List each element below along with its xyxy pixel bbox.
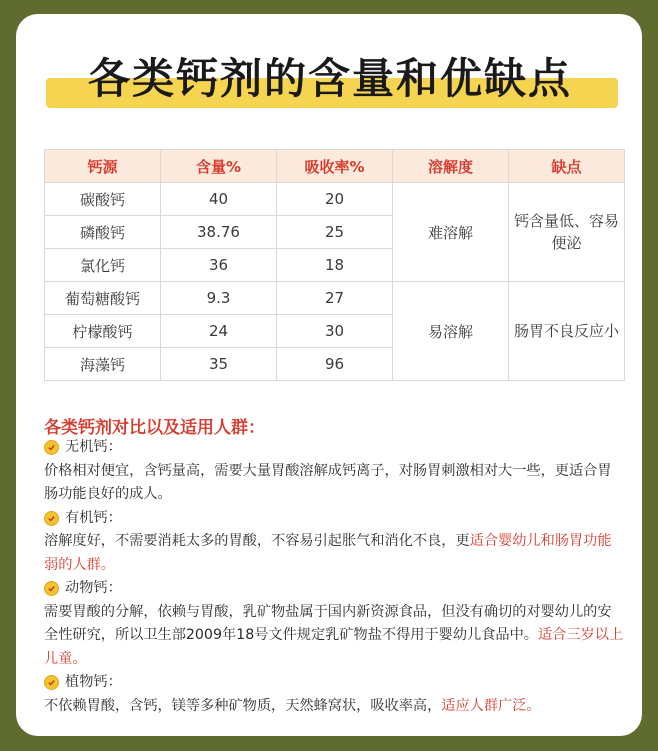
section-title: 各类钙剂对比以及适用人群：: [44, 418, 265, 438]
cell-absorption: 18: [277, 249, 393, 282]
cell-absorption: 25: [277, 216, 393, 249]
item-text-inorganic: [44, 460, 624, 507]
cell-drawback: 肠胃不良反应小: [509, 282, 625, 381]
cell-content: 38.76: [161, 216, 277, 249]
cell-source: 磷酸钙: [45, 216, 161, 249]
item-heading-plant: [44, 671, 624, 695]
cell-solubility: 易溶解: [393, 282, 509, 381]
cell-content: 35: [161, 348, 277, 381]
content-card: [16, 14, 642, 736]
table-header-row: [45, 150, 625, 183]
item-text-organic: [44, 530, 624, 577]
cell-content: 40: [161, 183, 277, 216]
column-header-absorption: 吸收率%: [277, 150, 393, 183]
cell-absorption: 96: [277, 348, 393, 381]
cell-content: 9.3: [161, 282, 277, 315]
item-text-animal: [44, 601, 624, 672]
cell-source: 海藻钙: [45, 348, 161, 381]
column-header-drawback: 缺点: [509, 150, 625, 183]
item-highlight: 适应人群广泛。: [441, 697, 541, 714]
cell-solubility: 难溶解: [393, 183, 509, 282]
item-heading: 动物钙：: [65, 580, 122, 596]
item-heading: 无机钙：: [65, 439, 122, 455]
cell-absorption: 27: [277, 282, 393, 315]
title-block: [40, 44, 620, 116]
cell-content: 24: [161, 315, 277, 348]
cell-source: 氯化钙: [45, 249, 161, 282]
cell-content: 36: [161, 249, 277, 282]
item-highlight: 适合婴幼儿和肠胃功能弱的人群。: [44, 533, 612, 573]
item-heading: 有机钙：: [65, 509, 122, 526]
item-heading: 植物钙：: [65, 674, 122, 690]
item-text: 价格相对便宜，含钙量高，需要大量胃酸溶解成钙离子，对肠胃刺激相对大一些，更适合胃肠功能良好的成人。: [44, 462, 612, 502]
check-badge-icon: [44, 675, 59, 690]
item-highlight: 适合三岁以上儿童。: [44, 627, 624, 667]
column-header-source: 钙源: [45, 150, 161, 183]
cell-source: 碳酸钙: [45, 183, 161, 216]
cell-source: 葡萄糖酸钙: [45, 282, 161, 315]
item-text: 需要胃酸的分解，依赖与胃酸，乳矿物盐属于国内新资源食品，但没有确切的对婴幼儿的安全性研究，所以卫生部2009年18号文件规定乳矿物盐不得用于婴幼儿食品中。: [44, 603, 612, 643]
check-badge-icon: [44, 581, 59, 596]
check-badge-icon: [44, 440, 59, 455]
item-heading-animal: [44, 577, 624, 601]
check-badge-icon: [44, 511, 59, 526]
cell-drawback: 钙含量低、容易便泌: [509, 183, 625, 282]
table-row: [45, 183, 625, 216]
calcium-types-list: [44, 436, 624, 718]
calcium-comparison-table: [44, 149, 625, 381]
item-text: 不依赖胃酸，含钙，镁等多种矿物质，天然蜂窝状，吸收率高，: [44, 697, 442, 714]
page-title: 各类钙剂的含量和优缺点: [87, 54, 572, 103]
item-heading-inorganic: [44, 436, 624, 460]
item-text-plant: [44, 695, 624, 719]
cell-source: 柠檬酸钙: [45, 315, 161, 348]
cell-absorption: 30: [277, 315, 393, 348]
table-row: [45, 282, 625, 315]
column-header-solubility: 溶解度: [393, 150, 509, 183]
column-header-content: 含量%: [161, 150, 277, 183]
item-heading-organic: [44, 507, 624, 531]
item-text: 溶解度好，不需要消耗太多的胃酸，不容易引起胀气和消化不良，更: [44, 533, 470, 549]
cell-absorption: 20: [277, 183, 393, 216]
